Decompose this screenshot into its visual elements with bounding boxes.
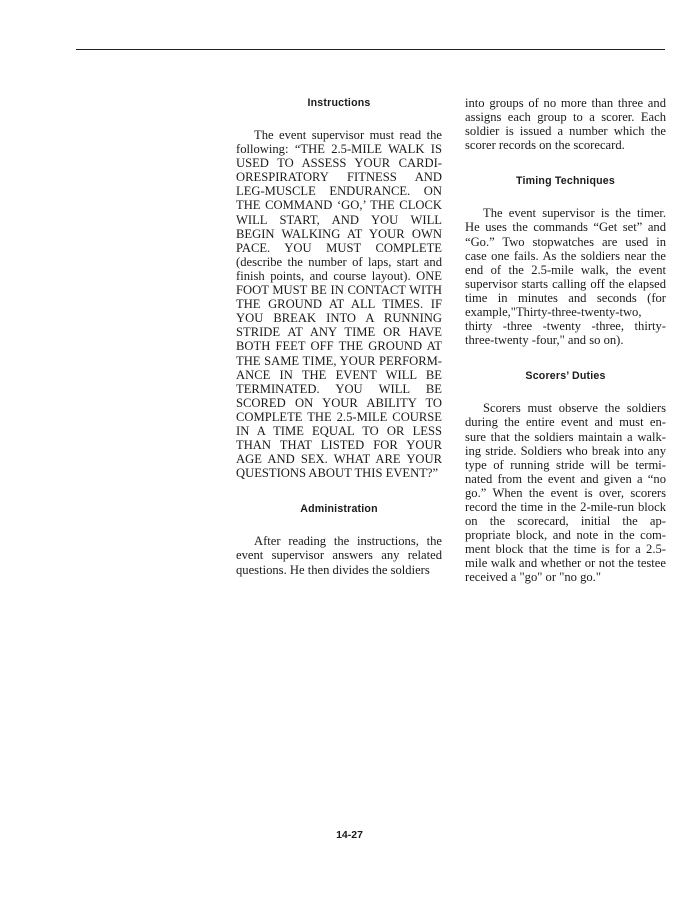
right-column [465,96,666,585]
timing-techniques-heading: Timing Techniques [516,175,615,188]
instructions-paragraph: The event supervisor must read the following: “THE 2.5-MILE WALK IS USED TO ASSESS YOUR CARDI- ORESPIRATORY FITNESS AND LEG-MUSCLE ENDURANCE. ON THE COMMAND ‘GO,’ THE CLOCK WILL START, AND YOU WILL BEGIN WALKING AT YOUR OWN PACE. YOU MUST COMPLETE (describe the number of laps, start and finish points, and course layout). ONE FOOT MUST BE IN CONTACT WITH THE GROUND AT ALL TIMES. IF YOU BREAK INTO A RUNNING STRIDE AT ANY TIME OR HAVE BOTH FEET OFF THE GROUND AT THE SAME TIME, YOUR PERFORM- ANCE IN THE EVENT WILL BE TERMINATED. YOU WILL BE SCORED ON YOUR ABILITY TO COMPLETE THE 2.5-MILE COURSE IN A TIME EQUAL TO OR LESS THAN THAT LISTED FOR YOUR AGE AND SEX. WHAT ARE YOUR QUESTIONS ABOUT THIS EVENT?” [236,128,442,481]
administration-heading: Administration [300,503,378,516]
administration-paragraph: After reading the instructions, the event supervisor answers any related questions. He then divides the soldiers [236,534,442,577]
timing-techniques-paragraph: The event supervisor is the timer. He uses the commands “Get set” and “Go.” Two stopwatches are used in case one fails. As the soldiers near the end of the 2.5-mile walk, the event supervisor starts calling off the elapsed time in minutes and seconds (for example,"Thirty-three-twenty-two, thirty -three -twenty -three, thirty- three-twenty -four," and so on). [465,206,666,348]
left-column [236,96,442,577]
header-rule [76,49,665,50]
administration-continued-paragraph: into groups of no more than three and assigns each group to a scorer. Each soldier is issued a number which the scorer records on the scorecard. [465,96,666,153]
scorers-duties-heading: Scorers’ Duties [525,370,606,383]
scorers-duties-paragraph: Scorers must observe the soldiers during the entire event and must en- sure that the soldiers maintain a walk- ing stride. Soldiers who break into any type of running stride will be termi- nated from the event and given a “no go.” When the event is over, scorers record the time in the 2-mile-run block on the scorecard, initial the ap- propriate block, and note in the com- ment block that the time is for a 2.5- mile walk and whether or not the testee received a "go" or "no go." [465,401,666,585]
instructions-heading: Instructions [307,97,371,109]
page-number: 14-27 [336,829,363,841]
